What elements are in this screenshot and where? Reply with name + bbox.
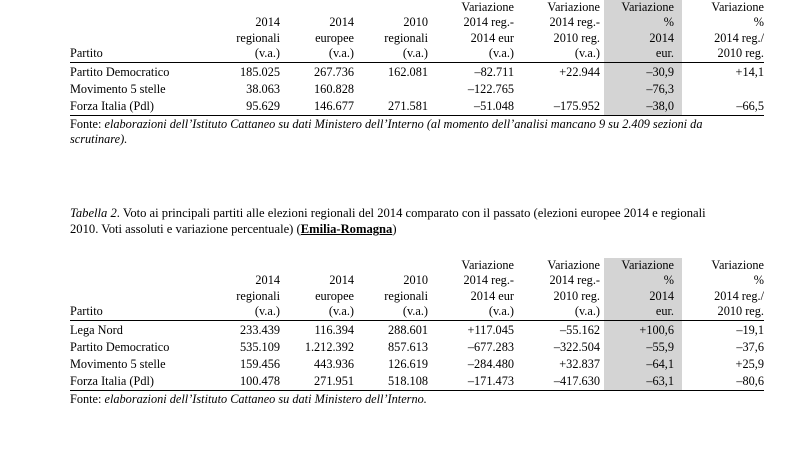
cell-reg2010: 126.619: [388, 357, 428, 371]
hdr-2010-regionali: regionali: [384, 30, 428, 45]
cell-var-reg-va: –417.630: [518, 373, 604, 391]
cell-var-eur-pct: –38,0: [604, 98, 682, 116]
caption-text-b: ): [392, 222, 397, 237]
cell-var-eur-va: –171.473: [432, 373, 518, 391]
hdr-blank: [210, 0, 284, 15]
hdr-2010-reg: 2010 reg.: [682, 304, 764, 321]
hdr-variazione-reg-va: 2014 reg.-: [549, 15, 600, 30]
hdr-2010-regionali: 2010: [403, 273, 428, 288]
cell-var-eur-va: –82.711: [474, 64, 514, 79]
cell-var-reg-pct: +25,9: [735, 357, 764, 371]
cell-reg2014: 38.063: [246, 81, 280, 96]
cell-reg2010: 518.108: [358, 373, 432, 391]
hdr-variazione-eur-va: 2014 eur: [470, 30, 514, 45]
hdr-eur: eur.: [604, 46, 682, 63]
hdr-blank: [70, 289, 210, 304]
cell-reg2014: 159.456: [240, 357, 280, 371]
cell-reg2010: 857.613: [388, 339, 428, 354]
hdr-2014-europee: europee: [315, 30, 354, 45]
cell-reg2010: 271.581: [358, 98, 432, 116]
hdr-va: (v.a.): [284, 304, 358, 321]
hdr-variazione-pct-eur: %: [604, 273, 682, 288]
table-1-header-line-2: [70, 15, 764, 30]
hdr-2014-regionali: regionali: [236, 288, 280, 303]
cell-var-eur-pct: –64,1: [604, 356, 682, 373]
cell-reg2010: 162.081: [388, 64, 428, 79]
hdr-2010-regionali: regionali: [384, 288, 428, 303]
cell-reg2014: 233.439: [240, 322, 280, 337]
hdr-va: (v.a.): [284, 46, 358, 63]
cell-var-eur-va: –284.480: [467, 357, 514, 371]
hdr-variazione-pct-eur: 2014: [604, 289, 682, 304]
hdr-variazione-eur-va: Variazione: [461, 0, 514, 14]
cell-partito: Lega Nord: [70, 322, 123, 337]
hdr-variazione-pct-reg: %: [753, 15, 764, 30]
table-1-source: [70, 117, 730, 147]
table-row: [70, 63, 764, 81]
table-2-header-line-2: [70, 273, 764, 288]
cell-var-eur-pct: –30,9: [604, 63, 682, 81]
cell-var-eur-pct: –76,3: [604, 80, 682, 97]
hdr-blank: [210, 258, 284, 273]
cell-reg2014: 535.109: [240, 339, 280, 354]
hdr-va: (v.a.): [358, 46, 432, 63]
cell-eur2014: 146.677: [284, 98, 358, 116]
hdr-variazione-reg-va: Variazione: [547, 0, 600, 14]
cell-var-reg-va: +22.944: [559, 64, 600, 79]
cell-reg2010: 288.601: [388, 322, 428, 337]
hdr-variazione-pct-eur: 2014: [604, 31, 682, 46]
hdr-variazione-pct-eur: Variazione: [604, 0, 682, 15]
cell-reg2014: 100.478: [210, 373, 284, 391]
table-row: [70, 321, 764, 339]
hdr-va: (v.a.): [432, 304, 518, 321]
hdr-va: (v.a.): [358, 304, 432, 321]
cell-eur2014: 271.951: [284, 373, 358, 391]
hdr-va: (v.a.): [518, 46, 604, 63]
hdr-variazione-reg-va: Variazione: [547, 258, 600, 272]
hdr-2010-reg: 2010 reg.: [682, 46, 764, 63]
table-2-header-line-3: [70, 289, 764, 304]
source-label: Fonte:: [70, 392, 102, 406]
cell-var-eur-pct: –55,9: [604, 338, 682, 355]
cell-var-eur-va: +117.045: [467, 322, 514, 337]
caption-text-a: . Voto ai principali partiti alle elezioni regionali del 2014 comparato con il passato (elezioni europee 2014 e regionali 2010. Voti assoluti e variazione percentuale) (: [70, 206, 706, 237]
cell-eur2014: 443.936: [314, 357, 354, 371]
hdr-variazione-pct-reg: 2014 reg./: [714, 288, 764, 303]
cell-var-reg-pct: –66,5: [682, 98, 764, 116]
cell-partito: Forza Italia (Pdl): [70, 373, 210, 391]
hdr-blank: [70, 273, 210, 288]
hdr-variazione-eur-va: 2014 reg.-: [463, 273, 514, 288]
cell-partito: Partito Democratico: [70, 339, 170, 354]
cell-var-reg-pct: [682, 80, 764, 97]
cell-var-reg-pct: +14,1: [735, 64, 764, 79]
cell-partito: Forza Italia (Pdl): [70, 98, 210, 116]
hdr-blank: [70, 0, 210, 15]
hdr-blank: [70, 15, 210, 30]
cell-eur2014: 160.828: [314, 81, 354, 96]
table-row: [70, 338, 764, 355]
cell-var-reg-va: [518, 80, 604, 97]
hdr-variazione-pct-reg: 2014 reg./: [714, 30, 764, 45]
hdr-va: (v.a.): [210, 46, 284, 63]
hdr-blank: [358, 258, 432, 273]
cell-eur2014: 116.394: [314, 322, 354, 337]
hdr-variazione-pct-reg: Variazione: [711, 0, 764, 14]
cell-reg2014: 95.629: [210, 98, 284, 116]
hdr-va: (v.a.): [210, 304, 284, 321]
hdr-blank: [284, 0, 358, 15]
hdr-variazione-pct-reg: Variazione: [711, 258, 764, 272]
hdr-blank: [358, 0, 432, 15]
cell-var-reg-va: –55.162: [560, 322, 600, 337]
cell-reg2010: [358, 80, 432, 97]
table-row: [70, 80, 764, 97]
cell-var-reg-va: –322.504: [553, 339, 600, 354]
hdr-2014-regionali: 2014: [255, 273, 280, 288]
table-2-header-line-1: [70, 258, 764, 273]
table-1-header-line-3: [70, 31, 764, 46]
hdr-2010-regionali: 2010: [403, 15, 428, 30]
cell-reg2014: 185.025: [240, 64, 280, 79]
table-row: [70, 356, 764, 373]
table-1: [70, 0, 764, 116]
cell-var-eur-va: –122.765: [467, 81, 514, 96]
hdr-partito: Partito: [70, 46, 210, 63]
hdr-variazione-reg-va: 2010 reg.: [553, 288, 600, 303]
cell-var-eur-va: –51.048: [432, 98, 518, 116]
table-2: [70, 258, 764, 391]
hdr-variazione-pct-eur: %: [604, 15, 682, 30]
hdr-eur: eur.: [604, 304, 682, 321]
cell-var-reg-va: +32.837: [559, 357, 600, 371]
hdr-blank: [284, 258, 358, 273]
hdr-2014-regionali: regionali: [236, 30, 280, 45]
cell-var-eur-pct: +100,6: [604, 321, 682, 339]
hdr-variazione-eur-va: 2014 reg.-: [463, 15, 514, 30]
hdr-va: (v.a.): [432, 46, 518, 63]
cell-eur2014: 1.212.392: [304, 339, 354, 354]
cell-eur2014: 267.736: [314, 64, 354, 79]
hdr-variazione-eur-va: 2014 eur: [470, 288, 514, 303]
hdr-variazione-pct-reg: %: [753, 273, 764, 288]
cell-var-eur-va: –677.283: [467, 339, 514, 354]
table-2-source: [70, 392, 730, 407]
cell-var-reg-pct: –19,1: [736, 322, 764, 337]
hdr-blank: [70, 258, 210, 273]
table-row: [70, 373, 764, 391]
hdr-2014-europee: europee: [315, 288, 354, 303]
table-1-header-line-1: [70, 0, 764, 15]
table-2-header-line-4: [70, 304, 764, 321]
source-text: elaborazioni dell’Istituto Cattaneo su dati Ministero dell’Interno (al momento dell’analisi mancano 9 su 2.409 sezioni da scrutinare).: [70, 116, 703, 146]
hdr-variazione-pct-eur: Variazione: [604, 258, 682, 273]
cell-var-reg-va: –175.952: [518, 98, 604, 116]
hdr-2014-europee: 2014: [329, 273, 354, 288]
cell-var-reg-pct: –80,6: [682, 373, 764, 391]
hdr-va: (v.a.): [518, 304, 604, 321]
table-1-block: [70, 0, 764, 146]
hdr-partito: Partito: [70, 304, 210, 321]
hdr-variazione-reg-va: 2014 reg.-: [549, 273, 600, 288]
source-text: elaborazioni dell’Istituto Cattaneo su dati Ministero dell’Interno.: [104, 392, 427, 406]
table-1-header-line-4: [70, 46, 764, 63]
caption-label: Tabella 2: [70, 206, 117, 220]
cell-partito: Movimento 5 stelle: [70, 81, 166, 96]
hdr-variazione-reg-va: 2010 reg.: [553, 30, 600, 45]
table-2-caption: [70, 205, 735, 238]
hdr-blank: [70, 31, 210, 46]
table-2-block: [70, 258, 764, 407]
source-label: Fonte:: [70, 116, 102, 131]
cell-var-reg-pct: –37,6: [736, 339, 764, 354]
hdr-2014-europee: 2014: [329, 15, 354, 30]
hdr-variazione-eur-va: Variazione: [461, 258, 514, 272]
cell-var-eur-pct: –63,1: [604, 373, 682, 391]
hdr-2014-regionali: 2014: [255, 15, 280, 30]
table-row: [70, 98, 764, 116]
cell-partito: Partito Democratico: [70, 64, 170, 79]
cell-partito: Movimento 5 stelle: [70, 357, 166, 371]
caption-region: Emilia-Romagna: [300, 222, 393, 237]
